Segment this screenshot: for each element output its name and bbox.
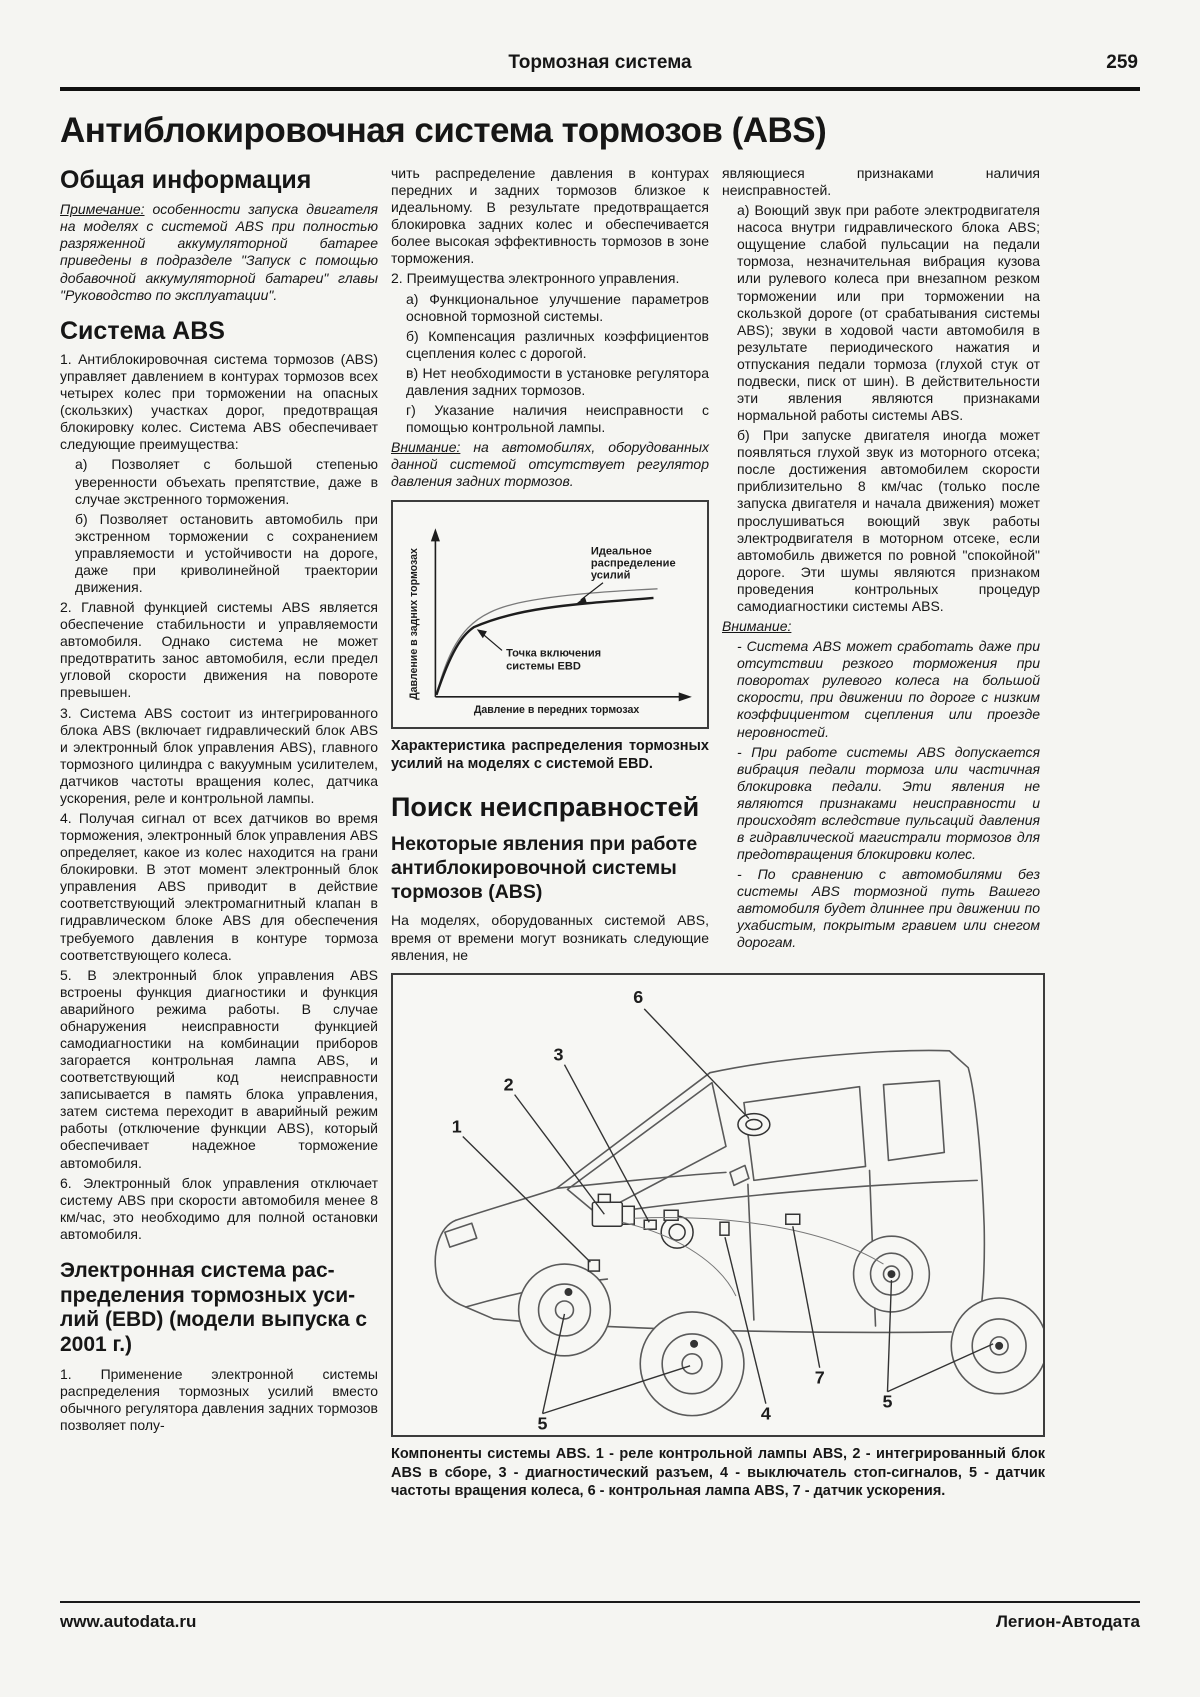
paragraph-abs-1: 1. Антиблокировочная система тормозов (ABS) управляет давлением в контурах тормозов всех четырех колес при торможении на опасных (скользких) участках дорог, предотвращая блокировку колес. Система ABS обеспечивает следующие преимущества: [60,350,378,453]
paragraph-ebd-2a: а) Функциональное улучшение параметров основной тормозной системы. [406,290,709,324]
abs-components-figure-frame [391,973,1045,1438]
abs-unit [592,1194,634,1226]
ebd-chart [393,502,707,726]
svg-text:усилий: усилий [590,570,631,583]
paragraph-phenomena-cont: являющиеся признаками наличия неисправностей. [722,165,1040,199]
abs-components-figure [393,975,1043,1436]
footer-site: www.autodata.ru [60,1612,197,1631]
attention-text: на автомобилях, оборудованных данной системой отсутствует регулятор давления задних тормозов. [391,439,709,490]
ebd-curve [436,598,653,695]
paragraph-abs-1b: б) Позволяет остановить автомобиль при экстренном торможении с сохранением управляемости и устойчивости на дороге, даже при криволинейной траектории движения. [75,510,378,595]
callout-5-front: 5 [537,1413,548,1434]
heading-phenomena: Некоторые явления при работе антиблокировочной системы тормозов (ABS) [391,833,698,903]
paragraph-ebd-2b: б) Компенсация различных коэффициентов сцепления колес с дорогой. [406,327,709,361]
right-area [391,165,1045,1504]
paragraph-abs-4: 4. Получая сигнал от всех датчиков во время торможения, электронный блок управления ABS определяет, какое из колес находится на грани блокировки. В этот момент электронный блок управления ABS приводит в действие соответствующий электромагнитный клапан в гидравлическом блоке ABS для обеспечения требуемого давления в контуре тормоза соответствующего колеса. [60,810,378,963]
x-axis-arrow [679,693,692,702]
paragraph-ebd-2: 2. Преимущества электронного управления. [391,270,680,287]
middle-column [391,165,709,967]
heading-troubleshooting: Поиск неисправностей [391,791,700,822]
callout-4: 4 [760,1403,771,1424]
annotation-ideal [576,546,676,604]
x-axis-label: Давление в передних тормозах [473,704,640,717]
chart-caption: Характеристика распределения тормозных усилий на моделях с системой EBD. [391,737,709,772]
svg-text:Точка включения: Точка включения [506,647,602,660]
page-footer [60,1601,1140,1632]
paragraph-phenomena-intro: На моделях, оборудованных системой ABS, время от времени могут возникать следующие явления, не [391,912,709,963]
attention2-bullet-2: - При работе системы ABS допускается вибрация педали тормоза или частичная блокировка педали. Эти явления не являются признаками неисправности и происходят вследствие пульсаций давления в гидравлической магистрали тормозов для предотвращения блокировки колес. [737,743,1040,863]
note-label: Примечание: [60,201,145,218]
wheel-speed-sensors [564,1270,1003,1350]
y-axis-label: Давление в задних тормозах [408,548,421,701]
svg-text:Идеальное: Идеальное [590,545,652,558]
heading-ebd: Электронная система распределения тормозных усилий (EBD) (модели выпуска с 2001 г.) [60,1258,368,1357]
callout-3: 3 [553,1044,564,1065]
paragraph-phenomena-b: б) При запуске двигателя иногда может появляться глухой звук из моторного отсека; после достижения автомобилем скорости приблизительно 8 км/час (только после запуска двигателя и начала движения) может прослушиваться воющий звук работы электродвигателя в моторном отсеке, если автомобиль движется по ровной "спокойной" дороге. Эти шумы являются признаком проведения контрольных процедур самодиагностики системы ABS. [737,427,1040,614]
heading-general-info: Общая информация [60,166,312,194]
page-title: Антиблокировочная система тормозов (ABS) [60,111,827,150]
attention2-label-paragraph [722,618,1040,635]
paragraph-abs-2: 2. Главной функцией системы ABS является обеспечение стабильности и управляемости автомобиля. Однако система не может предотвратить занос автомобиля, если предел угловой скорости движения на повороте превышен. [60,599,378,701]
footer-publisher: Легион-Автодата [995,1612,1140,1631]
note-paragraph [60,201,378,303]
note-text: особенности запуска двигателя на моделях с системой ABS при полностью разряженной аккумуляторной батарее приведены в подразделе "Запуск с помощью добавочной аккумуляторной батареи" главы "Руководство по эксплуатации". [60,201,378,303]
paragraph-ebd-1: 1. Применение электронной системы распределения тормозных усилий вместо обычного регулятора давления задних тормозов позволяет полу- [60,1366,378,1434]
brake-booster [661,1210,693,1248]
header-rule [60,87,1140,91]
abs-warning-lamp [738,1113,770,1135]
attention-label: Внимание: [391,439,461,456]
ideal-distribution-curve [436,589,657,695]
heading-abs-system: Система ABS [60,316,225,345]
figure-caption: Компоненты системы ABS. 1 - реле контрольной лампы ABS, 2 - интегрированный блок ABS в сборе, 3 - диагностический разъем, 4 - выключатель стоп-сигналов, 5 - датчик частоты вращения колеса, 6 - контрольная лампа ABS, 7 - датчик ускорения. [391,1446,1045,1500]
paragraph-abs-3: 3. Система ABS состоит из интегрированного блока ABS (включает гидравлический блок ABS и электронный блок управления ABS), главного тормозного цилиндра с вакуумным усилителем, датчиков частоты вращения колес, датчика ускорения, реле и контрольной лампы. [60,704,378,806]
svg-text:системы EBD: системы EBD [506,661,581,674]
y-axis-arrow [431,529,440,542]
callout-5-rear: 5 [882,1391,893,1412]
paragraph-abs-6: 6. Электронный блок управления отключает систему ABS при скорости автомобиля менее 8 км/час, это необходимо для полной остановки автомобиля. [60,1174,378,1242]
acceleration-sensor [786,1214,800,1224]
diagnostic-connector [644,1220,656,1229]
callout-1: 1 [451,1116,462,1137]
attention2-bullet-1: - Система ABS может сработать даже при отсутствии резкого торможения при поворотах рулевого колеса на большой скорости, при движении по дороге с низким коэффициентом сцепления или проезде неровностей. [737,638,1040,740]
attention2-bullet-3: - По сравнению с автомобилями без системы ABS тормозной путь Вашего автомобиля будет длиннее при движении по ухабистым, покрытым гравием или снегом дорогам. [737,866,1040,951]
callout-6: 6 [633,986,644,1007]
text-columns [60,165,1140,1504]
paragraph-ebd-2v: в) Нет необходимости в установке регулятора давления задних тормозов. [406,364,709,398]
stop-light-switch [720,1222,729,1235]
left-column [60,165,378,1437]
header-page-number: 259 [1106,52,1138,73]
annotation-ebd-point [477,630,601,673]
paragraph-phenomena-a: а) Воющий звук при работе электродвигателя насоса внутри гидравлического блока ABS; ощущение слабой пульсации на педали тормоза, незначительная вибрация кузова или рулевого колеса при внезапном резком торможении или при торможении на скользкой дороге (от срабатывания системы ABS); звуки в ходовой части автомобиля в результате периодического нажатия и отпускания педали тормоза (глухой стук от подвески, писк от шин). В действительности эти явления являются признаками нормальной работы системы ABS. [737,202,1040,424]
callout-7: 7 [814,1367,825,1388]
paragraph-ebd-cont: чить распределение давления в контурах передних и задних тормозов близкое к идеальному. В результате предотвращается блокировка задних колес и обеспечивается более высокая эффективность тормозов в зоне торможения. [391,165,709,267]
columns-2-3 [391,165,1045,967]
ebd-chart-frame [391,500,709,728]
callout-2: 2 [503,1074,514,1095]
page-header [60,52,1140,80]
header-section-title: Тормозная система [508,52,692,73]
right-column [722,165,1040,955]
paragraph-abs-5: 5. В электронный блок управления ABS встроены функция диагностики и функция аварийного режима работы. В случае обнаружения неисправности функцией самодиагностики на комбинации приборов загорается контрольная лампа ABS, и соответствующий код неисправности записывается в память блока управления, затем система переходит в аварийный режим работы (отключение функции ABS), который обеспечивает надежное торможение автомобиля. [60,966,378,1171]
attention2-label: Внимание: [722,618,792,635]
paragraph-abs-1a: а) Позволяет с большой степенью уверенности объехать препятствие, даже в случае экстренного торможения. [75,456,378,507]
paragraph-ebd-2g: г) Указание наличия неисправности с помощью контрольной лампы. [406,402,709,436]
svg-text:распределение: распределение [590,558,676,571]
attention-paragraph [391,439,709,490]
